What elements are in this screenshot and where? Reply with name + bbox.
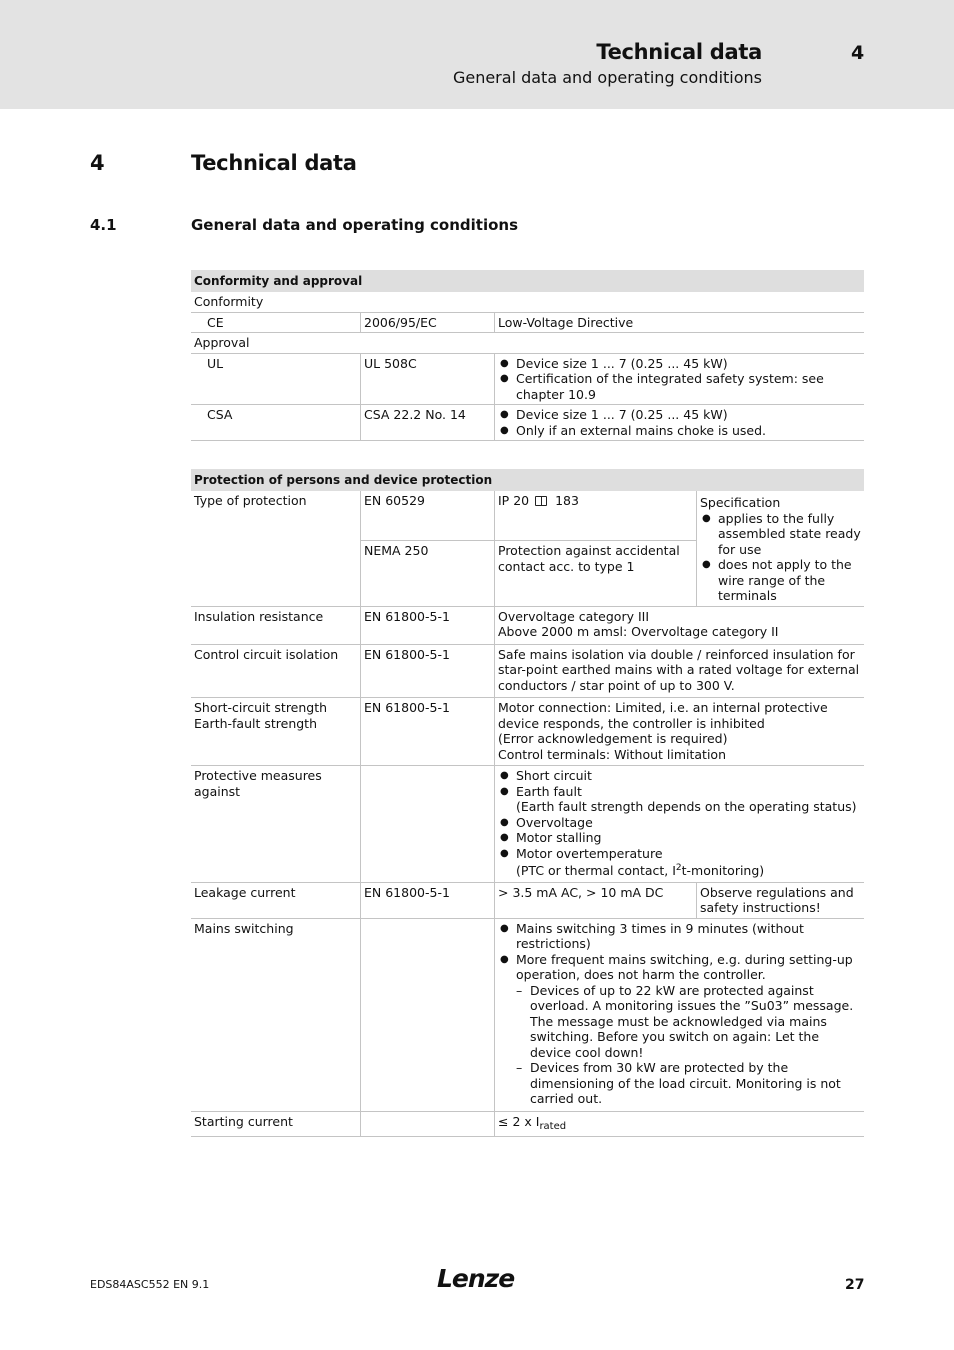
table-row	[191, 405, 864, 441]
bullet-item: ● Motor stalling	[498, 830, 861, 846]
type-subrow	[360, 491, 696, 541]
type-subgrid	[360, 491, 696, 606]
label-line: Short-circuit strength	[194, 700, 328, 715]
value-line: (Error acknowledgement is required)	[498, 731, 728, 746]
lenze-logo: Lenze	[437, 1264, 515, 1293]
row-label: Leakage current	[194, 884, 296, 900]
table-row	[191, 313, 864, 334]
page-number: 27	[845, 1277, 865, 1293]
bullet-text: Earth fault	[516, 783, 582, 799]
value-cell	[494, 698, 864, 765]
row-label: Conformity	[194, 294, 264, 309]
value-cell: Protection against accidental contact acc. to type 1	[494, 541, 696, 606]
bullet-item: ● does not apply to the wire range of the terminals	[700, 557, 861, 604]
spec-label: Specification	[700, 495, 781, 510]
bullet-item: ● Device size 1 ... 7 (0.25 ... 45 kW)	[498, 407, 861, 423]
standard-cell: EN 61800-5-1	[360, 698, 494, 765]
value-cell: Low-Voltage Directive	[494, 313, 864, 333]
note-cell: Observe regulations and safety instructions!	[696, 883, 864, 918]
value-cell: Safe mains isolation via double / reinforced insulation for star-point earthed mains with a rated voltage for external conductors / star point of up to 300 V.	[494, 645, 864, 698]
value-cell	[494, 354, 864, 405]
bullet-note: (PTC or thermal contact, I	[516, 863, 676, 878]
dash-item: – Devices of up to 22 kW are protected against overload. A monitoring issues the ”Su03” message. The message must be acknowledged via mains switching. Before you switch on again: Let the device cool down!	[516, 983, 861, 1061]
value-line: Overvoltage category III	[498, 608, 650, 624]
value-cell	[494, 919, 864, 1111]
dash-item: – Devices from 30 kW are protected by the dimensioning of the load circuit. Monitoring is not carried out.	[516, 1060, 861, 1107]
bullet-item: ● More frequent mains switching, e.g. during setting-up operation, does not harm the controller.	[498, 952, 861, 983]
table-row	[191, 354, 864, 406]
standard-cell: EN 60529	[360, 491, 494, 540]
header-chapter-number: 4	[851, 42, 865, 64]
section-title: Technical data	[191, 151, 357, 175]
row-label: Type of protection	[194, 493, 307, 508]
value-line: Above 2000 m amsl: Overvoltage category II	[498, 624, 779, 639]
conformity-table	[191, 270, 864, 441]
type-subrow	[360, 541, 696, 606]
table-row	[191, 607, 864, 645]
standard-cell: 2006/95/EC	[360, 313, 494, 333]
value-line: Control terminals: Without limitation	[498, 746, 726, 762]
header-title: Technical data	[596, 40, 762, 64]
standard-cell: NEMA 250	[360, 541, 494, 606]
value-text: ≤ 2 x I	[498, 1113, 540, 1129]
header-subtitle: General data and operating conditions	[452, 68, 762, 87]
standard-cell: CSA 22.2 No. 14	[360, 405, 494, 440]
bullet-item: ● Mains switching 3 times in 9 minutes (without restrictions)	[498, 921, 861, 952]
bullet-text: Motor overtemperature	[516, 845, 663, 861]
row-label: UL	[207, 355, 224, 371]
table-row	[191, 919, 864, 1112]
bullet-item: ● Only if an external mains choke is used.	[498, 423, 861, 439]
table-row	[191, 766, 864, 883]
spec-cell	[696, 491, 864, 606]
table-row	[191, 698, 864, 766]
bullet-item	[498, 784, 861, 815]
section-number: 4	[90, 151, 105, 175]
bullet-item: ● applies to the fully assembled state ready for use	[700, 511, 861, 558]
standard-cell: UL 508C	[360, 354, 494, 405]
standard-cell	[360, 1112, 494, 1137]
value-cell	[494, 405, 864, 440]
table-heading: Protection of persons and device protection	[191, 469, 864, 491]
bullet-item: ● Overvoltage	[498, 815, 861, 831]
value-line: Motor connection: Limited, i.e. an internal protective device responds, the controller is inhibited	[498, 700, 828, 731]
value-cell	[494, 491, 696, 540]
bullet-item	[498, 846, 861, 879]
value-cell	[494, 1112, 864, 1137]
row-label: Mains switching	[194, 920, 294, 936]
table-row	[191, 292, 864, 313]
value-cell	[494, 607, 864, 644]
standard-cell: EN 61800-5-1	[360, 645, 494, 698]
bullet-item: ● Certification of the integrated safety system: see chapter 10.9	[498, 371, 861, 402]
ip-rating: IP 20	[498, 493, 530, 508]
value-cell: > 3.5 mA AC, > 10 mA DC	[494, 883, 696, 918]
row-label: Starting current	[194, 1113, 293, 1129]
table-row	[191, 1112, 864, 1138]
subsection-title: General data and operating conditions	[191, 216, 519, 234]
protection-table	[191, 469, 864, 1137]
table-row	[191, 333, 864, 354]
row-label: Approval	[194, 335, 250, 350]
standard-cell	[360, 766, 494, 882]
table-heading: Conformity and approval	[191, 270, 864, 292]
table-row	[191, 645, 864, 699]
document-id: EDS84ASC552 EN 9.1	[90, 1278, 210, 1291]
page-reference[interactable]: 183	[555, 493, 579, 508]
bullet-item: ● Short circuit	[498, 768, 861, 784]
subsection-number: 4.1	[90, 216, 117, 234]
bullet-item: ● Device size 1 ... 7 (0.25 ... 45 kW)	[498, 356, 861, 372]
standard-cell	[360, 919, 494, 1111]
row-label: CSA	[207, 407, 233, 422]
superscript: 2	[675, 863, 682, 873]
row-label: Control circuit isolation	[194, 646, 339, 662]
header-band	[0, 0, 954, 109]
table-row	[191, 491, 864, 607]
row-label: CE	[207, 314, 224, 330]
label-line: Earth-fault strength	[194, 715, 318, 731]
table-row	[191, 883, 864, 919]
standard-cell: EN 61800-5-1	[360, 607, 494, 644]
value-cell	[494, 766, 864, 882]
row-label: Protective measures against	[194, 768, 322, 799]
bullet-note: t-monitoring)	[681, 863, 765, 878]
bullet-note: (Earth fault strength depends on the operating status)	[516, 799, 857, 814]
book-icon	[535, 496, 547, 506]
subscript: rated	[539, 1120, 567, 1132]
row-label	[191, 698, 360, 765]
row-label: Insulation resistance	[194, 608, 324, 624]
standard-cell: EN 61800-5-1	[360, 883, 494, 918]
